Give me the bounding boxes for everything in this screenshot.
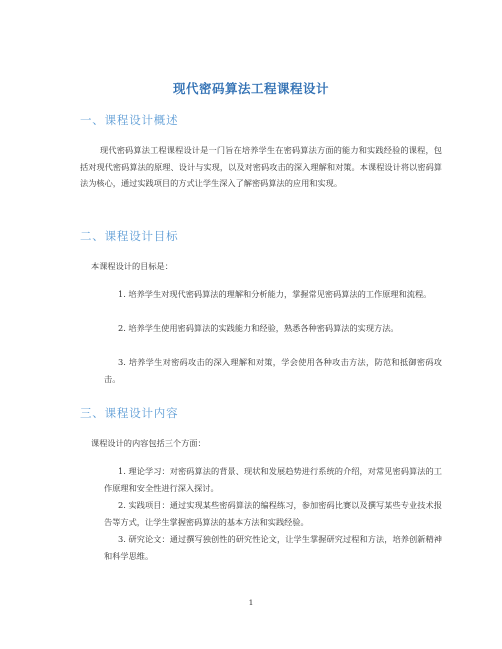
goals-list-item: 1. 培养学生对现代密码算法的理解和分析能力，掌握常见密码算法的工作原理和流程。 [118, 289, 432, 299]
section-overview-paragraph: 现代密码算法工程课程设计是一门旨在培养学生在密码算法方面的能力和实践经验的课程，包括对现代密码算法的原理、设计与实现，以及对密码攻击的深入理解和对策。本课程设计将以密码算法为核心，通过实践项目的方式让学生深入了解密码算法的应用和实现。 [80, 145, 442, 189]
section-goals-intro: 本课程设计的目标是： [91, 261, 173, 271]
goals-list-item: 3. 培养学生对密码攻击的深入理解和对策，学会使用各种攻击方法，防范和抵御密码攻击。 [104, 357, 442, 384]
goals-list-item: 2. 培养学生使用密码算法的实践能力和经验，熟悉各种密码算法的实现方法。 [118, 323, 399, 333]
section-content-intro: 课程设计的内容包括三个方面： [91, 438, 206, 448]
section-heading-goals: 二、课程设计目标 [80, 229, 179, 243]
section-heading-content: 三、课程设计内容 [80, 406, 179, 420]
content-list-item: 2. 实践项目：通过实现某些密码算法的编程练习，参加密码比赛以及撰写某些专业技术报告等方式，让学生掌握密码算法的基本方法和实践经验。 [104, 500, 442, 527]
content-list-item: 3. 研究论文：通过撰写独创性的研究性论文，让学生掌握研究过程和方法，培养创新精神和科学思维。 [104, 534, 442, 561]
section-heading-overview: 一、课程设计概述 [80, 113, 179, 127]
page-number: 1 [248, 598, 254, 607]
document-title: 现代密码算法工程课程设计 [172, 81, 329, 96]
content-list-item: 1. 理论学习：对密码算法的背景、现状和发展趋势进行系统的介绍，对常见密码算法的工作原理和安全性进行深入探讨。 [104, 466, 442, 493]
